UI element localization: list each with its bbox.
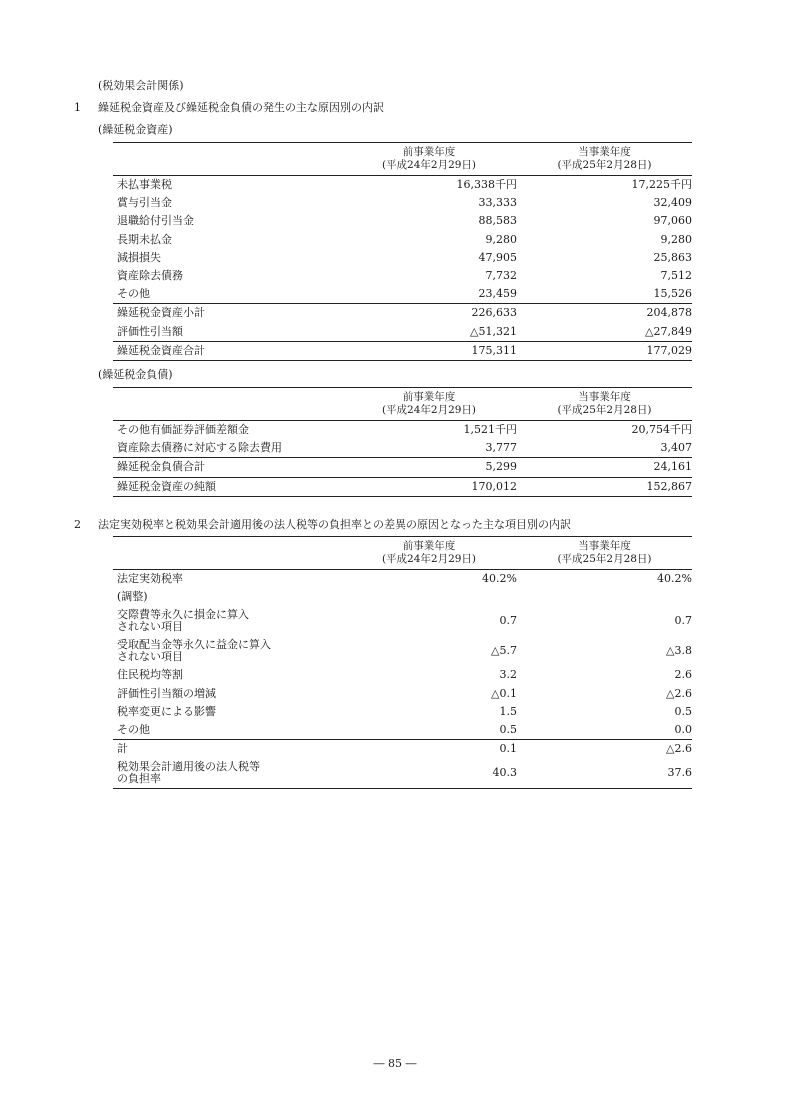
table-row xyxy=(113,212,692,230)
row-label-line2: されない項目 xyxy=(117,650,183,664)
prev-value: 226,633 xyxy=(341,304,517,323)
section-title: (税効果会計関係) xyxy=(98,79,184,92)
heading-1-number: 1 xyxy=(74,101,81,114)
curr-value: 177,029 xyxy=(517,341,692,360)
row-label: 法定実効税率 xyxy=(117,572,183,586)
curr-value: 15,526 xyxy=(653,287,692,301)
deferred-tax-liabilities-table xyxy=(113,387,692,497)
table-row xyxy=(113,323,692,342)
table-row xyxy=(113,606,692,636)
prev-year-date: (平成24年2月29日) xyxy=(381,404,477,416)
effective-rate-row xyxy=(113,758,692,789)
prev-value: 3,777 xyxy=(485,441,517,455)
deferred-tax-assets-table xyxy=(113,142,692,361)
subtotal-row xyxy=(113,304,692,323)
row-label: 未払事業税 xyxy=(117,178,172,192)
row-label: 計 xyxy=(113,740,341,759)
curr-year-name: 当事業年度 xyxy=(578,146,631,158)
prev-value: 0.5 xyxy=(499,723,517,737)
curr-value: 25,863 xyxy=(653,250,692,264)
prev-value: 16,338千円 xyxy=(456,178,517,192)
total-row xyxy=(113,458,692,477)
prev-value: 0.7 xyxy=(499,614,517,628)
curr-value: 97,060 xyxy=(653,214,692,228)
curr-year-header xyxy=(517,143,692,176)
curr-year-date: (平成25年2月28日) xyxy=(557,404,652,416)
prev-value: △51,321 xyxy=(470,324,517,338)
table-row xyxy=(113,588,692,606)
prev-value: 175,311 xyxy=(341,341,517,360)
table-row xyxy=(113,570,692,589)
heading-1 xyxy=(74,101,384,115)
prev-year-header xyxy=(341,143,517,176)
table-header-row xyxy=(113,388,692,421)
curr-value: 9,280 xyxy=(660,232,692,246)
prev-value: 3.2 xyxy=(499,668,517,682)
prev-value: 88,583 xyxy=(478,214,517,228)
net-row xyxy=(113,477,692,496)
table-header-row xyxy=(113,143,692,176)
table-row xyxy=(113,267,692,285)
heading-2 xyxy=(74,518,571,532)
curr-value: 0.5 xyxy=(674,704,692,718)
assets-label: (繰延税金資産) xyxy=(98,123,173,136)
curr-value: △2.6 xyxy=(666,686,692,700)
curr-year-date: (平成25年2月28日) xyxy=(557,159,652,171)
curr-value: 40.2% xyxy=(657,572,692,586)
prev-year-header xyxy=(341,388,517,421)
prev-value: 170,012 xyxy=(341,477,517,496)
table-row xyxy=(113,703,692,721)
curr-value: △2.6 xyxy=(517,740,692,759)
table-row xyxy=(113,666,692,684)
curr-value: 20,754千円 xyxy=(631,423,692,437)
row-label: その他 xyxy=(117,287,150,301)
table-row xyxy=(113,231,692,249)
curr-value: 32,409 xyxy=(653,196,692,210)
table-header-row xyxy=(113,537,692,570)
table-row xyxy=(113,194,692,212)
table-row xyxy=(113,685,692,703)
prev-value: △5.7 xyxy=(491,644,517,658)
prev-value: 40.2% xyxy=(482,572,517,586)
prev-value: 1,521千円 xyxy=(463,423,517,437)
table-row xyxy=(113,249,692,267)
page-number: ― 85 ― xyxy=(373,1057,417,1070)
curr-value: 37.6 xyxy=(517,758,692,789)
prev-value: 5,299 xyxy=(341,458,517,477)
tax-rate-reconciliation-table xyxy=(113,536,692,789)
curr-value: △3.8 xyxy=(666,644,692,658)
curr-value: 0.7 xyxy=(674,614,692,628)
row-label: 賞与引当金 xyxy=(117,196,172,210)
heading-1-text: 繰延税金資産及び繰延税金負債の発生の主な原因別の内訳 xyxy=(98,101,384,114)
prev-value xyxy=(341,588,517,606)
curr-value: 24,161 xyxy=(517,458,692,477)
prev-value: 23,459 xyxy=(478,287,517,301)
curr-year-name: 当事業年度 xyxy=(578,540,631,552)
row-label-line1: 交際費等永久に損金に算入 xyxy=(117,608,249,622)
curr-value: 3,407 xyxy=(660,441,692,455)
row-label xyxy=(113,758,341,789)
prev-value: 7,732 xyxy=(485,269,517,283)
curr-value: 0.0 xyxy=(674,723,692,737)
liabilities-label: (繰延税金負債) xyxy=(98,368,173,381)
prev-year-header xyxy=(341,537,517,570)
prev-year-date: (平成24年2月29日) xyxy=(381,159,477,171)
prev-value: 47,905 xyxy=(478,250,517,264)
prev-year-date: (平成24年2月29日) xyxy=(381,553,477,565)
row-label-line2: の負担率 xyxy=(117,772,161,786)
row-label: 資産除去債務 xyxy=(117,269,183,283)
prev-value: 9,280 xyxy=(485,232,517,246)
curr-value: 204,878 xyxy=(517,304,692,323)
row-label: 税率変更による影響 xyxy=(117,704,216,718)
row-label-line1: 税効果会計適用後の法人税等 xyxy=(117,760,260,774)
row-label-line1: 受取配当金等永久に益金に算入 xyxy=(117,638,271,652)
row-label: 資産除去債務に対応する除去費用 xyxy=(117,441,282,455)
prev-year-name: 前事業年度 xyxy=(402,391,456,403)
prev-value: △0.1 xyxy=(491,686,517,700)
table-row xyxy=(113,285,692,304)
table-row xyxy=(113,636,692,666)
row-label xyxy=(113,606,341,636)
curr-year-date: (平成25年2月28日) xyxy=(557,553,652,565)
heading-2-text: 法定実効税率と税効果会計適用後の法人税等の負担率との差異の原因となった主な項目別の内訳 xyxy=(98,518,571,531)
prev-value: 1.5 xyxy=(499,704,517,718)
prev-year-name: 前事業年度 xyxy=(402,146,456,158)
heading-2-number: 2 xyxy=(74,518,81,531)
row-label: 退職給付引当金 xyxy=(117,214,194,228)
row-label: 繰延税金資産の純額 xyxy=(113,477,341,496)
row-label: 減損損失 xyxy=(117,250,161,264)
row-label: 評価性引当額 xyxy=(117,324,183,338)
row-label: 繰延税金負債合計 xyxy=(113,458,341,477)
table-row xyxy=(113,421,692,440)
row-label: 評価性引当額の増減 xyxy=(117,686,216,700)
table-row xyxy=(113,176,692,195)
prev-value: 33,333 xyxy=(478,196,517,210)
row-label: その他 xyxy=(117,723,150,737)
row-label xyxy=(113,636,341,666)
row-label: 繰延税金資産小計 xyxy=(113,304,341,323)
curr-value: 152,867 xyxy=(517,477,692,496)
total-row xyxy=(113,341,692,360)
curr-value: 17,225千円 xyxy=(631,178,692,192)
row-label: 住民税均等割 xyxy=(117,668,183,682)
prev-value: 0.1 xyxy=(341,740,517,759)
total-row xyxy=(113,740,692,759)
table-row xyxy=(113,721,692,740)
table-row xyxy=(113,439,692,458)
curr-value: 7,512 xyxy=(660,269,692,283)
prev-value: 40.3 xyxy=(341,758,517,789)
row-label: 繰延税金資産合計 xyxy=(113,341,341,360)
curr-value xyxy=(517,588,692,606)
row-label-line2: されない項目 xyxy=(117,620,183,634)
row-label: その他有価証券評価差額金 xyxy=(117,423,249,437)
row-label: (調整) xyxy=(117,590,148,604)
prev-year-name: 前事業年度 xyxy=(402,540,456,552)
curr-year-header xyxy=(517,388,692,421)
curr-value: △27,849 xyxy=(645,324,692,338)
row-label: 長期未払金 xyxy=(117,232,172,246)
curr-year-header xyxy=(517,537,692,570)
curr-value: 2.6 xyxy=(674,668,692,682)
curr-year-name: 当事業年度 xyxy=(578,391,631,403)
